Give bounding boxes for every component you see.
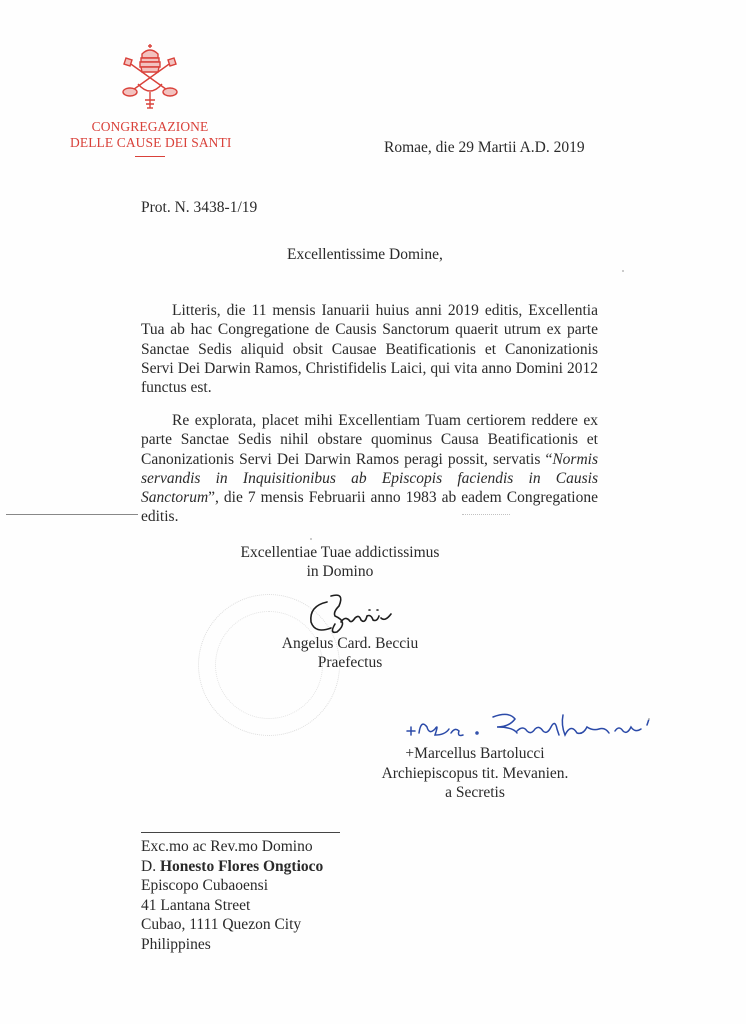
closing-line-2: in Domino <box>306 563 374 580</box>
letterhead <box>70 42 230 157</box>
recipient-name-line <box>141 857 323 877</box>
recipient-city: Cubao, 1111 Quezon City <box>141 916 302 934</box>
prefect-name: Angelus Card. Becciu <box>281 635 419 652</box>
congregation-name-line1: CONGREGAZIONE <box>91 119 209 134</box>
recipient-honorific: Exc.mo ac Rev.mo Domino <box>141 838 313 855</box>
signatory-prefect <box>280 634 420 672</box>
secretary-title: Archiepiscopus tit. Mevanien. <box>381 764 569 782</box>
recipient-address <box>141 837 323 955</box>
protocol-number: Prot. N. 3438-1/19 <box>141 199 258 216</box>
cited-document-title: Normis servandis in Inquisitionibus ab Episcopis faciendis in Causis Sanctorum <box>141 450 598 507</box>
scan-artifact-dots <box>462 514 510 517</box>
recipient-country: Philippines <box>141 935 211 953</box>
paragraph-text: ”, die 7 mensis Februarii anno 1983 ab eadem Congregatione editis. <box>141 489 598 526</box>
scan-artifact-line <box>6 514 138 515</box>
scan-speck <box>648 718 650 720</box>
secretary-role: a Secretis <box>445 784 505 801</box>
body-paragraph-2 <box>141 411 598 527</box>
prefect-title: Praefectus <box>317 654 383 671</box>
body-paragraph-1: Litteris, die 11 mensis Ianuarii huius anni 2019 editis, Excellentia Tua ab hac Congregatione de Causis Sanctorum quaerit utrum ex parte Sanctae Sedis aliquid obsit Causae Beatificationis et Canonizationis Servi Dei Darwin Ramos, Christifidelis Laici, qui vita anno Domini 2012 functus est. <box>141 302 598 397</box>
letterhead-divider <box>135 156 165 157</box>
signature-bartolucci-icon <box>405 705 670 745</box>
signatory-secretary <box>380 744 570 803</box>
closing-line-1: Excellentiae Tuae addictissimus <box>240 544 440 561</box>
papal-coat-of-arms-icon <box>120 42 180 112</box>
address-divider <box>141 832 340 833</box>
recipient-prefix: D. <box>141 857 160 875</box>
closing-formula <box>225 543 455 581</box>
congregation-name-line2: DELLE CAUSE DEI SANTI <box>70 135 232 150</box>
signature-becciu-icon <box>305 588 405 636</box>
scan-speck <box>622 270 624 272</box>
recipient-office: Episcopo Cubaoensi <box>141 877 268 895</box>
secretary-name: +Marcellus Bartolucci <box>405 745 545 762</box>
salutation: Excellentissime Domine, <box>287 246 443 263</box>
paragraph-text: Re explorata, placet mihi Excellentiam Tuam certiorem reddere ex parte Sanctae Sedis nihil obstare quominus Causa Beatificationis et Canonizationis Servi Dei Darwin Ramos peragi possit, servatis “ <box>141 412 598 468</box>
dateline: Romae, die 29 Martii A.D. 2019 <box>384 139 585 156</box>
recipient-street: 41 Lantana Street <box>141 896 251 914</box>
scan-speck <box>310 538 312 540</box>
recipient-name: Honesto Flores Ongtioco <box>159 857 324 875</box>
